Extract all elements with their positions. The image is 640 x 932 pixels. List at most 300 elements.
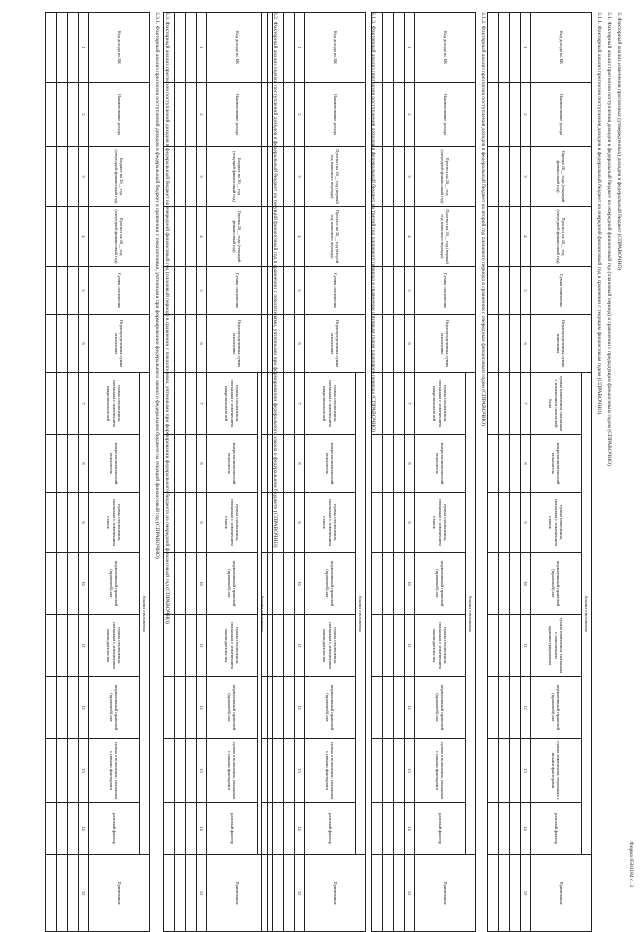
table-cell bbox=[164, 267, 175, 315]
column-number: 12 bbox=[197, 677, 207, 739]
table-cell bbox=[186, 739, 197, 803]
table-cell bbox=[68, 855, 79, 932]
table-cell bbox=[68, 83, 79, 147]
column-number: 10 bbox=[405, 553, 415, 615]
column-group-header: Анализ отклонения bbox=[466, 373, 476, 855]
table-cell bbox=[175, 147, 186, 207]
column-number: 6 bbox=[295, 315, 305, 373]
table-cell bbox=[372, 373, 383, 435]
column-header: Код дохода по БК bbox=[305, 13, 366, 83]
column-header: разовый фактор bbox=[415, 803, 466, 855]
table-cell bbox=[499, 435, 510, 493]
table-cell bbox=[383, 615, 394, 677]
column-number: 1 bbox=[521, 13, 531, 83]
column-group-header: Анализ отклонения bbox=[582, 373, 592, 855]
column-header: Нераспределенная сумма изменения bbox=[531, 315, 592, 373]
column-number: 10 bbox=[521, 553, 531, 615]
column-number: 5 bbox=[295, 267, 305, 315]
table-cell bbox=[510, 315, 521, 373]
table-cell bbox=[394, 803, 405, 855]
table-cell bbox=[273, 739, 284, 803]
column-header: Сумма отклонения bbox=[305, 267, 366, 315]
column-header: Прогноз на 20__ год (очередной финансовый год) bbox=[415, 147, 476, 207]
column-header: сумма отклонения, связанная с изменением законодательства bbox=[415, 615, 466, 677]
column-header: макроэкономический показатель bbox=[89, 435, 140, 493]
table-cell bbox=[46, 615, 57, 677]
table-cell bbox=[383, 373, 394, 435]
table-cell bbox=[273, 147, 284, 207]
table-cell bbox=[510, 83, 521, 147]
table-cell bbox=[499, 615, 510, 677]
table-cell bbox=[273, 83, 284, 147]
column-number: 6 bbox=[197, 315, 207, 373]
table-cell bbox=[499, 147, 510, 207]
column-header: макроэкономический показатель bbox=[207, 435, 258, 493]
table-cell bbox=[57, 553, 68, 615]
table-cell bbox=[68, 803, 79, 855]
table-cell bbox=[372, 315, 383, 373]
table-cell bbox=[46, 553, 57, 615]
column-number: 9 bbox=[79, 493, 89, 553]
table-cell bbox=[383, 13, 394, 83]
column-number: 2 bbox=[405, 83, 415, 147]
column-number: 1 bbox=[197, 13, 207, 83]
table-cell bbox=[499, 267, 510, 315]
table-cell bbox=[372, 803, 383, 855]
table-cell bbox=[175, 207, 186, 267]
table-cell bbox=[372, 739, 383, 803]
table-cell bbox=[68, 615, 79, 677]
column-header: сумма отклонения, связанная с иными факторами bbox=[89, 739, 140, 803]
table-cell bbox=[488, 315, 499, 373]
column-number: 15 bbox=[197, 855, 207, 932]
column-header: сумма отклонения, связанная с изменением макропоказателей bbox=[89, 373, 140, 435]
column-number: 14 bbox=[197, 803, 207, 855]
table-cell bbox=[164, 83, 175, 147]
table-cell bbox=[372, 615, 383, 677]
table-cell bbox=[57, 493, 68, 553]
column-header: Сумма отклонения bbox=[207, 267, 268, 315]
column-header: разовый фактор bbox=[305, 803, 356, 855]
column-number: 11 bbox=[197, 615, 207, 677]
column-number: 3 bbox=[521, 147, 531, 207]
table-cell bbox=[510, 803, 521, 855]
section-title-3-3: 3.3. Факторный анализ прогнозов поступлений доходов в федеральный бюджет на очередной финансовый год (плановый период) в сравнении с показателями, учтенными при формировании федерального бюджета на очередной финансовый год (СПРАВОЧНО) bbox=[164, 12, 170, 624]
column-number: 15 bbox=[405, 855, 415, 932]
table-cell bbox=[383, 83, 394, 147]
table-cell bbox=[57, 207, 68, 267]
table-cell bbox=[488, 267, 499, 315]
table-cell bbox=[284, 677, 295, 739]
table-cell bbox=[57, 739, 68, 803]
table-cell bbox=[383, 553, 394, 615]
table-cell bbox=[186, 147, 197, 207]
column-header: сумма изменения, связанная с изменением налоговой базы bbox=[531, 373, 582, 435]
column-number: 8 bbox=[521, 435, 531, 493]
table-cell bbox=[68, 315, 79, 373]
table-cell bbox=[383, 739, 394, 803]
table-cell bbox=[499, 373, 510, 435]
table-cell bbox=[68, 207, 79, 267]
table-cell bbox=[46, 373, 57, 435]
column-header: Сумма отклонения bbox=[89, 267, 150, 315]
factor-table-3-1-2 bbox=[371, 12, 476, 932]
table-cell bbox=[372, 435, 383, 493]
table-cell bbox=[273, 615, 284, 677]
table-cell bbox=[488, 803, 499, 855]
table-cell bbox=[394, 493, 405, 553]
table-cell bbox=[284, 615, 295, 677]
column-header: сумма отклонения, связанная с изменением законодательства bbox=[207, 615, 258, 677]
column-header: Бюджет на 20__ год (очередной финансовый год) bbox=[89, 147, 150, 207]
table-cell bbox=[175, 267, 186, 315]
column-group-header: Анализ отклонения bbox=[258, 373, 268, 855]
table-cell bbox=[46, 207, 57, 267]
column-header: разовый фактор bbox=[531, 803, 582, 855]
column-number: 4 bbox=[521, 207, 531, 267]
form-code: Форма 0503184 с. 3 bbox=[628, 841, 634, 887]
table-cell bbox=[499, 553, 510, 615]
section-title-3-3-1: 3.3.1. Факторный анализ прогнозов поступлений доходов в федеральный бюджет в сравнении с показателями, учтенными при формировании федерального закона о федеральном бюджете на текущий финансовый год (СПРАВОЧНО) bbox=[154, 12, 160, 559]
table-cell bbox=[273, 855, 284, 932]
column-header: Наименование дохода bbox=[207, 83, 268, 147]
column-header: Оценка 20__ года (текущий финансовый год) bbox=[531, 147, 592, 207]
table-cell bbox=[394, 615, 405, 677]
column-number: 15 bbox=[295, 855, 305, 932]
table-cell bbox=[372, 553, 383, 615]
table-cell bbox=[68, 13, 79, 83]
table-cell bbox=[186, 493, 197, 553]
table-cell bbox=[273, 13, 284, 83]
column-group-header: Анализ отклонения bbox=[140, 373, 150, 855]
column-number: 10 bbox=[197, 553, 207, 615]
table-cell bbox=[394, 373, 405, 435]
column-number: 5 bbox=[405, 267, 415, 315]
column-number: 1 bbox=[295, 13, 305, 83]
table-cell bbox=[46, 83, 57, 147]
column-header: разовый фактор bbox=[207, 803, 258, 855]
column-header: Примечание bbox=[531, 855, 592, 932]
table-cell bbox=[499, 855, 510, 932]
table-cell bbox=[488, 739, 499, 803]
table-cell bbox=[175, 315, 186, 373]
column-number: 14 bbox=[295, 803, 305, 855]
column-header: нормативный правовой (правовой) акт bbox=[531, 553, 582, 615]
table-cell bbox=[46, 803, 57, 855]
column-header: сумма отклонения, связанная с изменением ставок bbox=[305, 493, 356, 553]
column-number: 7 bbox=[295, 373, 305, 435]
table-cell bbox=[175, 615, 186, 677]
table-cell bbox=[510, 207, 521, 267]
table-cell bbox=[488, 615, 499, 677]
table-cell bbox=[510, 13, 521, 83]
table-cell bbox=[394, 207, 405, 267]
table-cell bbox=[499, 493, 510, 553]
column-number: 7 bbox=[521, 373, 531, 435]
column-header: разовый фактор bbox=[89, 803, 140, 855]
column-number: 11 bbox=[295, 615, 305, 677]
table-cell bbox=[372, 855, 383, 932]
column-number: 11 bbox=[521, 615, 531, 677]
table-cell bbox=[164, 147, 175, 207]
column-number: 14 bbox=[405, 803, 415, 855]
table-cell bbox=[186, 803, 197, 855]
column-number: 11 bbox=[405, 615, 415, 677]
column-number: 1 bbox=[405, 13, 415, 83]
table-cell bbox=[57, 315, 68, 373]
table-cell bbox=[510, 493, 521, 553]
column-number: 8 bbox=[79, 435, 89, 493]
table-cell bbox=[164, 803, 175, 855]
table-cell bbox=[46, 147, 57, 207]
table-cell bbox=[273, 435, 284, 493]
table-cell bbox=[164, 435, 175, 493]
column-number: 12 bbox=[79, 677, 89, 739]
table-cell bbox=[175, 13, 186, 83]
table-cell bbox=[175, 739, 186, 803]
table-cell bbox=[284, 855, 295, 932]
column-header: Нераспределенная сумма отклонения bbox=[207, 315, 268, 373]
table-cell bbox=[46, 13, 57, 83]
factor-table-3-3-1 bbox=[45, 12, 150, 932]
table-cell bbox=[383, 803, 394, 855]
column-number: 7 bbox=[405, 373, 415, 435]
column-number: 4 bbox=[405, 207, 415, 267]
table-cell bbox=[488, 83, 499, 147]
table-cell bbox=[383, 435, 394, 493]
column-number: 15 bbox=[79, 855, 89, 932]
table-cell bbox=[372, 13, 383, 83]
section-title-3-1-3: 3.1.3. Факторный анализ прогнозов поступления доходов в федеральный бюджет на третий год планового периода в сравнении с вторым годом планового периода (СПРАВОЧНО) bbox=[370, 12, 376, 432]
table-cell bbox=[57, 615, 68, 677]
column-number: 10 bbox=[79, 553, 89, 615]
column-header: Код дохода по БК bbox=[89, 13, 150, 83]
column-header: Сумма отклонения bbox=[415, 267, 476, 315]
column-header: Код дохода по БК bbox=[415, 13, 476, 83]
table-cell bbox=[394, 739, 405, 803]
table-cell bbox=[68, 373, 79, 435]
table-cell bbox=[186, 435, 197, 493]
column-header: макроэкономический показатель bbox=[415, 435, 466, 493]
table-cell bbox=[46, 739, 57, 803]
column-header: Нераспределенная сумма отклонения bbox=[415, 315, 476, 373]
table-cell bbox=[68, 147, 79, 207]
table-cell bbox=[57, 677, 68, 739]
table-cell bbox=[273, 803, 284, 855]
table-cell bbox=[186, 373, 197, 435]
column-header: нормативный правовой (правовой) акт bbox=[89, 677, 140, 739]
table-cell bbox=[175, 83, 186, 147]
table-cell bbox=[164, 615, 175, 677]
column-number: 13 bbox=[295, 739, 305, 803]
column-number: 12 bbox=[295, 677, 305, 739]
factor-table-3-1-1 bbox=[487, 12, 592, 932]
column-header: нормативный правовой (правовой) акт bbox=[207, 677, 258, 739]
column-header: сумма отклонения, связанная с иными факторами bbox=[207, 739, 258, 803]
column-header: Сумма изменения bbox=[531, 267, 592, 315]
column-header: нормативный правовой (правовой) акт bbox=[89, 553, 140, 615]
column-number: 4 bbox=[295, 207, 305, 267]
table-cell bbox=[383, 677, 394, 739]
column-number: 13 bbox=[405, 739, 415, 803]
table-cell bbox=[164, 553, 175, 615]
column-number: 15 bbox=[521, 855, 531, 932]
table-cell bbox=[372, 147, 383, 207]
table-cell bbox=[68, 493, 79, 553]
column-header: Код дохода по БК bbox=[207, 13, 268, 83]
table-cell bbox=[186, 207, 197, 267]
table-cell bbox=[372, 207, 383, 267]
table-cell bbox=[57, 803, 68, 855]
table-cell bbox=[46, 493, 57, 553]
table-cell bbox=[273, 207, 284, 267]
table-cell bbox=[186, 677, 197, 739]
table-cell bbox=[510, 553, 521, 615]
column-number: 8 bbox=[197, 435, 207, 493]
table-cell bbox=[57, 435, 68, 493]
table-cell bbox=[175, 855, 186, 932]
table-cell bbox=[372, 677, 383, 739]
table-cell bbox=[510, 615, 521, 677]
column-number: 2 bbox=[79, 83, 89, 147]
table-cell bbox=[488, 677, 499, 739]
table-cell bbox=[164, 739, 175, 803]
table-cell bbox=[488, 207, 499, 267]
table-cell bbox=[186, 615, 197, 677]
table-cell bbox=[175, 677, 186, 739]
column-header: Прогноз на 20__ год (второй год планового периода) bbox=[305, 207, 366, 267]
column-number: 14 bbox=[521, 803, 531, 855]
column-number: 6 bbox=[79, 315, 89, 373]
table-cell bbox=[394, 267, 405, 315]
column-header: Нераспределенная сумма отклонения bbox=[89, 315, 150, 373]
column-header: макроэкономический показатель bbox=[531, 435, 582, 493]
column-header: Примечание bbox=[415, 855, 476, 932]
table-cell bbox=[488, 493, 499, 553]
table-cell bbox=[46, 855, 57, 932]
column-number: 7 bbox=[79, 373, 89, 435]
column-number: 2 bbox=[521, 83, 531, 147]
table-cell bbox=[510, 373, 521, 435]
column-number: 3 bbox=[197, 147, 207, 207]
column-header: Наименование дохода bbox=[305, 83, 366, 147]
column-number: 12 bbox=[405, 677, 415, 739]
column-header: сумма отклонения, связанная с изменением законодательства bbox=[89, 615, 140, 677]
table-cell bbox=[383, 855, 394, 932]
table-cell bbox=[186, 83, 197, 147]
column-header: сумма изменения, связанная с иными факторами bbox=[531, 739, 582, 803]
column-header: Прогноз на 20__ год (очередной финансовый год) bbox=[89, 207, 150, 267]
column-header: Наименование дохода bbox=[415, 83, 476, 147]
table-cell bbox=[186, 315, 197, 373]
table-cell bbox=[488, 373, 499, 435]
table-cell bbox=[46, 315, 57, 373]
factor-table-3-2 bbox=[163, 12, 268, 932]
column-number: 7 bbox=[197, 373, 207, 435]
table-cell bbox=[57, 855, 68, 932]
table-cell bbox=[488, 855, 499, 932]
table-cell bbox=[273, 267, 284, 315]
column-header: Бюджет на 20__ год (текущий финансовый год) bbox=[207, 147, 268, 207]
table-cell bbox=[164, 493, 175, 553]
column-header: сумма отклонения, связанная с изменением ставок bbox=[89, 493, 140, 553]
column-number: 2 bbox=[295, 83, 305, 147]
column-header: нормативный правовой (правовой) акт bbox=[415, 553, 466, 615]
table-cell bbox=[46, 435, 57, 493]
table-cell bbox=[273, 373, 284, 435]
table-cell bbox=[175, 373, 186, 435]
table-cell bbox=[499, 207, 510, 267]
table-cell bbox=[175, 553, 186, 615]
table-cell bbox=[488, 147, 499, 207]
column-number: 5 bbox=[197, 267, 207, 315]
table-cell bbox=[394, 83, 405, 147]
table-cell bbox=[383, 493, 394, 553]
table-cell bbox=[186, 855, 197, 932]
table-cell bbox=[488, 553, 499, 615]
table-cell bbox=[68, 677, 79, 739]
section-title-3: 3. Факторный анализ изменения прогнозных (утвержденных) доходов в федеральный бюджет (СПРАВОЧНО) bbox=[616, 12, 622, 271]
table-cell bbox=[499, 315, 510, 373]
table-cell bbox=[175, 803, 186, 855]
column-number: 13 bbox=[521, 739, 531, 803]
column-number: 9 bbox=[521, 493, 531, 553]
table-cell bbox=[499, 677, 510, 739]
column-header: сумма изменения, связанная с изменением ставок bbox=[531, 493, 582, 553]
table-cell bbox=[499, 803, 510, 855]
table-cell bbox=[394, 315, 405, 373]
table-cell bbox=[394, 435, 405, 493]
column-number: 6 bbox=[521, 315, 531, 373]
table-cell bbox=[284, 803, 295, 855]
column-header: Наименование дохода bbox=[89, 83, 150, 147]
table-cell bbox=[68, 739, 79, 803]
table-cell bbox=[175, 493, 186, 553]
column-header: Прогноз на 20__ год (первый год планового периода) bbox=[305, 147, 366, 207]
column-number: 9 bbox=[197, 493, 207, 553]
column-number: 6 bbox=[405, 315, 415, 373]
table-cell bbox=[499, 13, 510, 83]
table-cell bbox=[284, 83, 295, 147]
table-cell bbox=[57, 83, 68, 147]
table-cell bbox=[394, 147, 405, 207]
column-header: Примечание bbox=[207, 855, 268, 932]
table-cell bbox=[510, 855, 521, 932]
column-header: нормативный правовой (правовой) акт bbox=[415, 677, 466, 739]
column-header: сумма отклонения, связанная с изменением законодательства bbox=[305, 615, 356, 677]
column-number: 1 bbox=[79, 13, 89, 83]
table-cell bbox=[284, 207, 295, 267]
table-cell bbox=[273, 315, 284, 373]
table-cell bbox=[186, 553, 197, 615]
table-cell bbox=[372, 493, 383, 553]
factor-table-3-1-3 bbox=[261, 12, 366, 932]
table-cell bbox=[383, 147, 394, 207]
table-cell bbox=[175, 435, 186, 493]
column-number: 3 bbox=[295, 147, 305, 207]
table-cell bbox=[46, 267, 57, 315]
column-number: 4 bbox=[79, 207, 89, 267]
table-cell bbox=[284, 315, 295, 373]
column-header: Код дохода по БК bbox=[531, 13, 592, 83]
table-cell bbox=[57, 13, 68, 83]
table-cell bbox=[273, 553, 284, 615]
table-cell bbox=[383, 267, 394, 315]
section-title-3-1-2: 3.1.2. Факторный анализ прогнозов поступления доходов в федеральный бюджет на второй год планового периода в сравнении с очередным финансовым годом (СПРАВОЧНО) bbox=[480, 12, 486, 426]
table-cell bbox=[499, 83, 510, 147]
table-cell bbox=[499, 739, 510, 803]
column-header: Нераспределенная сумма отклонения bbox=[305, 315, 366, 373]
